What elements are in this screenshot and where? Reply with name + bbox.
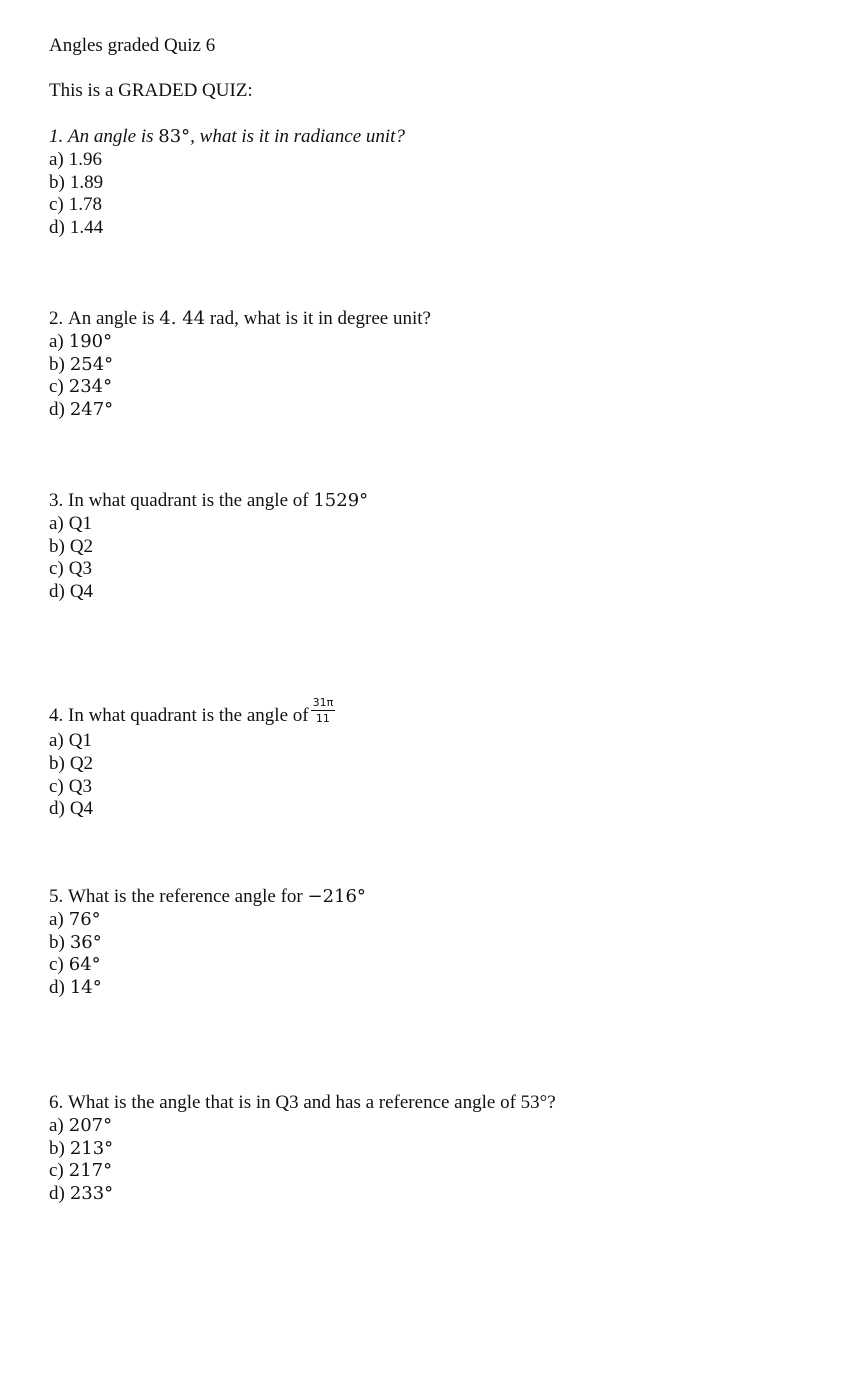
option-letter: c): [49, 775, 64, 797]
option-letter: c): [49, 376, 64, 398]
option-letter: b): [49, 931, 65, 953]
option-value: Q4: [69, 798, 94, 820]
option-c[interactable]: [49, 376, 829, 399]
option-letter: d): [49, 217, 65, 239]
option-letter: b): [49, 353, 65, 375]
option-c[interactable]: [49, 194, 829, 217]
option-a[interactable]: [49, 730, 829, 753]
option-d[interactable]: [49, 581, 829, 604]
option-letter: d): [49, 798, 65, 820]
question-text: [49, 886, 829, 909]
question-3: [49, 490, 829, 604]
option-a[interactable]: [49, 513, 829, 536]
option-letter: c): [49, 194, 64, 216]
option-value: 1.44: [69, 217, 104, 239]
question-math: −216°: [307, 886, 366, 907]
question-text-before: What is the reference angle for: [68, 886, 303, 907]
option-value: 217°: [68, 1160, 113, 1182]
option-value: 254°: [69, 353, 114, 375]
option-d[interactable]: [49, 217, 829, 240]
option-value: 207°: [68, 1114, 113, 1136]
document-title: Angles graded Quiz 6: [49, 35, 216, 56]
option-b[interactable]: [49, 932, 829, 955]
option-value: 190°: [68, 330, 113, 352]
question-math: 1529°: [313, 490, 369, 511]
option-letter: b): [49, 1137, 65, 1159]
question-text-before: An angle is: [68, 308, 155, 329]
option-b[interactable]: [49, 354, 829, 377]
question-text-after: , what is it in radiance unit?: [190, 126, 405, 147]
option-letter: a): [49, 512, 64, 534]
option-letter: c): [49, 558, 64, 580]
option-c[interactable]: [49, 954, 829, 977]
question-math: 4. 44: [159, 308, 206, 329]
option-value: 36°: [69, 931, 102, 953]
option-value: Q2: [69, 752, 94, 774]
question-number: 1.: [49, 126, 64, 147]
question-text: [49, 126, 829, 149]
option-letter: a): [49, 330, 64, 352]
option-letter: b): [49, 171, 65, 193]
option-c[interactable]: [49, 558, 829, 581]
option-letter: a): [49, 730, 64, 751]
question-text-before: What is the angle that is in Q3 and has a reference angle of 53°?: [68, 1092, 556, 1113]
quiz-intro: This is a GRADED QUIZ:: [49, 80, 253, 101]
option-letter: d): [49, 581, 65, 603]
option-value: Q2: [69, 535, 94, 557]
question-2: [49, 308, 829, 422]
option-a[interactable]: [49, 1115, 829, 1138]
option-c[interactable]: [49, 1160, 829, 1183]
option-letter: a): [49, 1114, 64, 1136]
option-letter: b): [49, 752, 65, 774]
option-value: 213°: [69, 1137, 114, 1159]
option-a[interactable]: [49, 331, 829, 354]
option-value: 234°: [68, 376, 113, 398]
option-value: 14°: [69, 977, 102, 999]
option-value: 76°: [68, 908, 101, 930]
option-letter: b): [49, 535, 65, 557]
option-b[interactable]: [49, 536, 829, 559]
option-value: Q3: [68, 775, 92, 797]
option-value: 247°: [69, 399, 114, 421]
question-text-before: In what quadrant is the angle of: [68, 490, 309, 511]
question-4: [49, 694, 829, 821]
option-value: 1.96: [68, 148, 103, 170]
fraction: [311, 696, 336, 725]
option-value: Q3: [68, 558, 92, 580]
option-letter: a): [49, 908, 64, 930]
option-letter: c): [49, 954, 64, 976]
option-d[interactable]: [49, 977, 829, 1000]
option-letter: d): [49, 399, 65, 421]
question-text: [49, 1092, 829, 1115]
option-d[interactable]: [49, 1183, 829, 1206]
question-text: [49, 308, 829, 331]
option-letter: d): [49, 977, 65, 999]
option-value: 1.78: [68, 194, 103, 216]
option-a[interactable]: [49, 149, 829, 172]
question-6: [49, 1092, 829, 1206]
option-d[interactable]: [49, 399, 829, 422]
option-a[interactable]: [49, 909, 829, 932]
question-text: [49, 490, 829, 513]
option-letter: a): [49, 148, 64, 170]
question-5: [49, 886, 829, 1000]
question-text-after: rad, what is it in degree unit?: [209, 308, 431, 329]
option-value: 233°: [69, 1183, 114, 1205]
option-b[interactable]: [49, 753, 829, 776]
question-number: 6.: [49, 1092, 64, 1113]
question-math: 83°: [158, 126, 191, 147]
question-number: 4.: [49, 704, 64, 726]
option-letter: c): [49, 1160, 64, 1182]
option-c[interactable]: [49, 776, 829, 799]
option-value: Q1: [68, 512, 92, 534]
option-b[interactable]: [49, 172, 829, 195]
question-number: 2.: [49, 308, 64, 329]
option-letter: d): [49, 1183, 65, 1205]
question-1: [49, 126, 829, 240]
option-d[interactable]: [49, 798, 829, 821]
option-value: Q4: [69, 581, 94, 603]
option-value: 64°: [68, 954, 101, 976]
option-b[interactable]: [49, 1138, 829, 1161]
question-text-before: An angle is: [68, 126, 154, 147]
question-number: 5.: [49, 886, 64, 907]
question-number: 3.: [49, 490, 64, 511]
fraction-denominator: 11: [315, 711, 330, 725]
question-text: [49, 694, 829, 730]
fraction-numerator: 31π: [312, 695, 334, 709]
option-value: Q1: [68, 730, 92, 751]
option-value: 1.89: [69, 171, 104, 193]
question-text-before: In what quadrant is the angle of: [68, 704, 309, 726]
